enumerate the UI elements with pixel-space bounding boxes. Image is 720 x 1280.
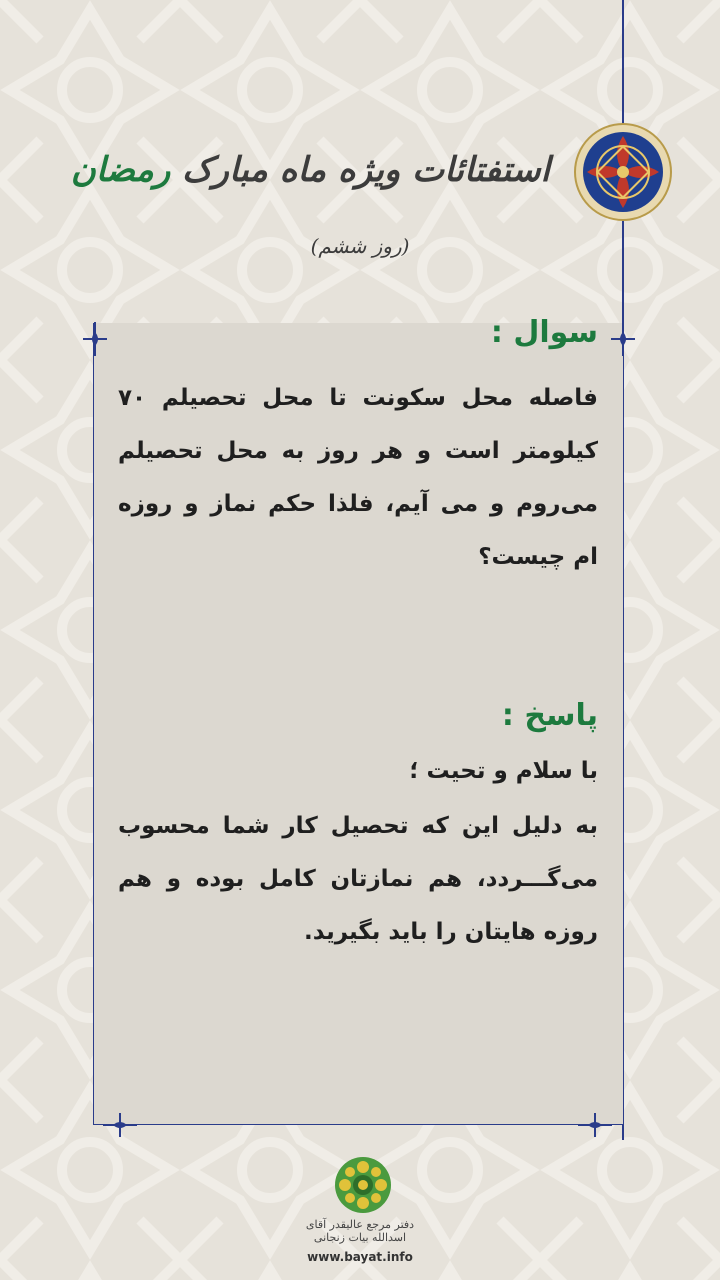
ornament-bottom-right-icon (578, 1110, 612, 1140)
answer-greeting: با سلام و تحیت ؛ (409, 758, 598, 784)
question-text: فاصله محل سکونت تا محل تحصیلم ۷۰ کیلومتر است و هر روز به محل تحصیلم می‌روم و می آیم، فلذا حکم نماز و روزه ام چیست؟ (118, 385, 598, 570)
title-main: استفتائات ویژه ماه مبارک (182, 150, 550, 190)
ornament-top-right-icon (608, 322, 638, 356)
website-link[interactable]: www.bayat.info (307, 1250, 413, 1264)
answer-heading: پاسخ : (501, 698, 598, 733)
title-accent: رمضان (70, 150, 171, 190)
question-heading: سوال : (490, 315, 598, 350)
medallion-icon (573, 122, 673, 222)
page-title (70, 150, 550, 190)
ornament-top-left-icon (80, 322, 110, 356)
ornament-bottom-left-icon (103, 1110, 137, 1140)
office-signature: دفتر مرجع عالیقدر آقای اسدالله بیات زنجانی (305, 1218, 415, 1244)
bayat-logo-icon (333, 1155, 393, 1215)
answer-text: به دلیل این که تحصیل کار شما محسوب می‌گـــردد، هم نمازتان کامل بوده و هم روزه هایتان را باید بگیرید. (118, 813, 598, 945)
page-subtitle: (روز ششم) (310, 234, 410, 258)
